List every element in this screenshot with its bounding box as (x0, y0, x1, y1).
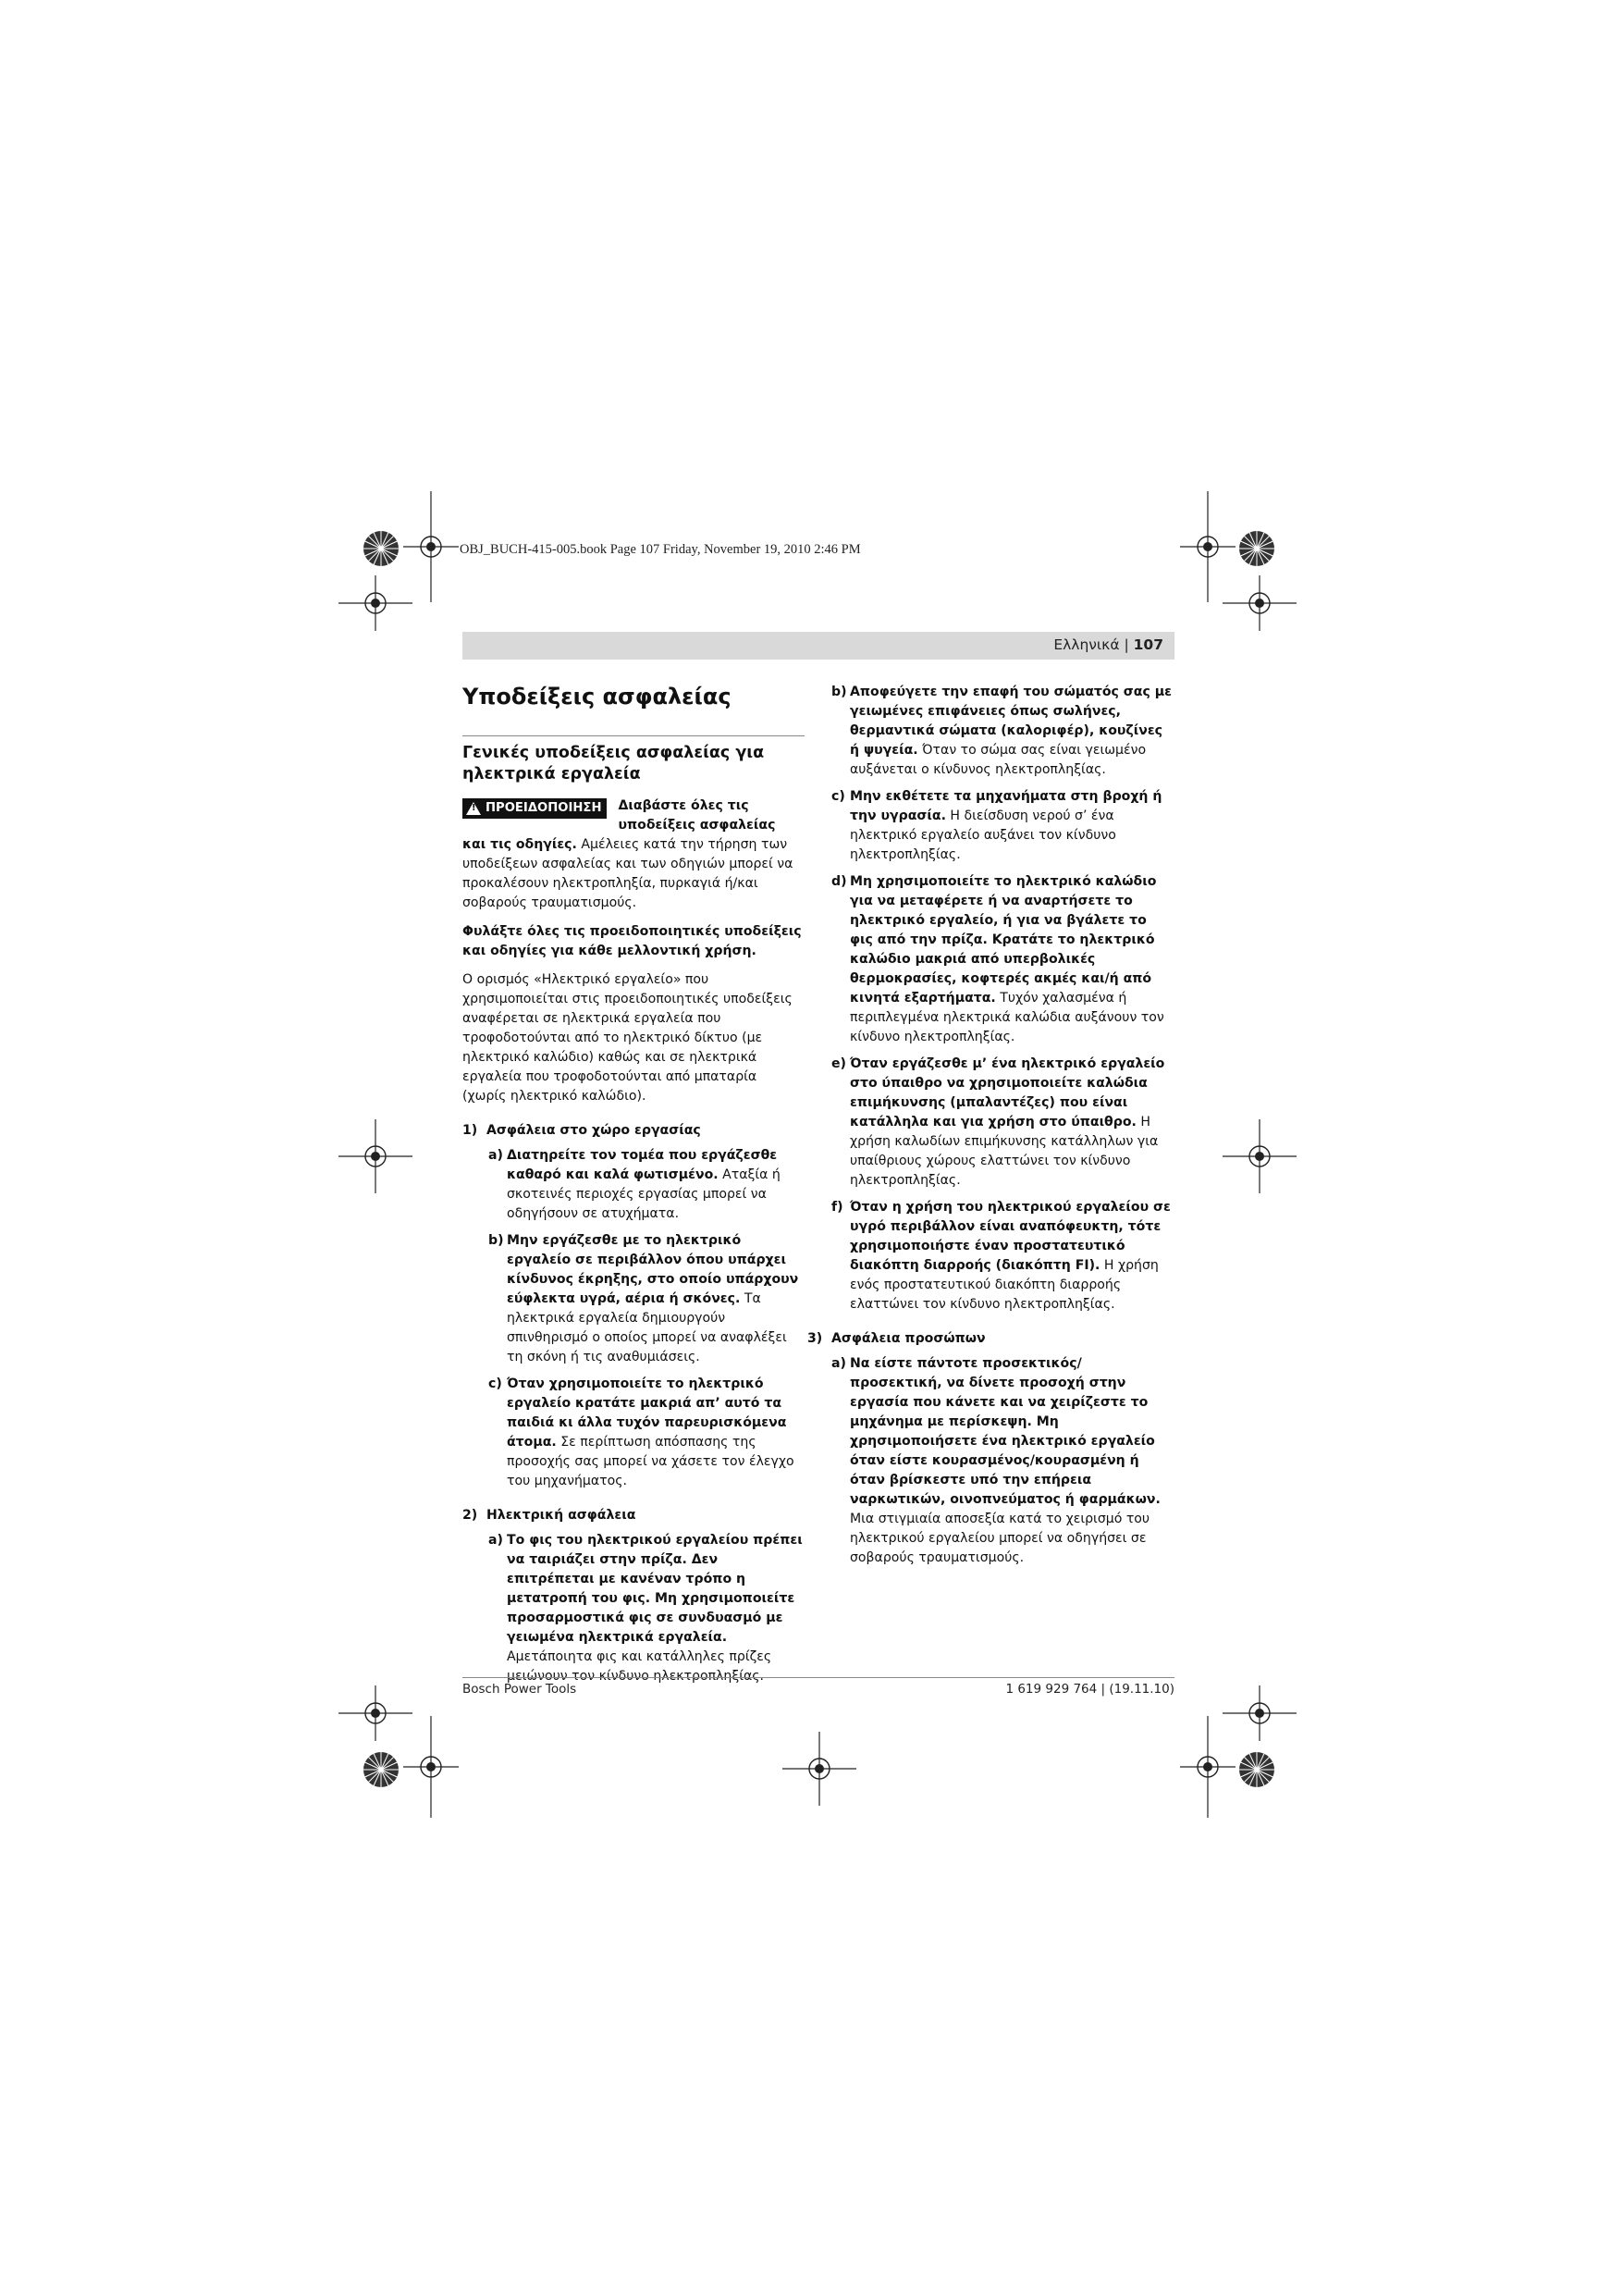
left-column (462, 683, 805, 1694)
crosshair-mark-middle-left (338, 1119, 412, 1193)
item-text (850, 872, 1174, 1047)
item-body: Η χρήση ενός προστατευτικού διακόπτη διαρροής ελαττώνει τον κίνδυνο ηλεκτροπληξίας. (850, 1258, 1159, 1312)
item-bold: Διατηρείτε τον τομέα που εργάζεσθε καθαρό και καλά φωτισμένο. (507, 1148, 778, 1182)
crosshair-mark-top-right-outer (1223, 575, 1297, 631)
keep-note-text: Φυλάξτε όλες τις προειδοποιητικές υποδείξεις και οδηγίες για κάθε μελλοντική χρήση. (462, 924, 802, 958)
list-item (831, 872, 1174, 1047)
item-bold: Όταν εργάζεσθε μ’ ένα ηλεκτρικό εργαλείο στο ύπαιθρο να χρησιμοποιείτε καλώδια επιμήκυνσης (μπαλαντέζες) που είναι κατάλληλα και για χρήση στο ύπαιθρο. (850, 1056, 1165, 1129)
item-bold: Να είστε πάντοτε προσεκτικός/προσεκτική, να δίνετε προσοχή στην εργασία που κάνετε και να χειρίζεστε το μηχάνημα με περίσκεψη. Μη χρησιμοποιήσετε ένα ηλεκτρικό εργαλείο όταν είστε κουρασμένος/κουρασμένη ή όταν βρίσκεστε υπό την επήρεια ναρκωτικών, οινοπνεύματος ή φαρμάκων. (850, 1356, 1161, 1507)
item-bold: Μην εργάζεσθε με το ηλεκτρικό εργαλείο σε περιβάλλον όπου υπάρχει κίνδυνος έκρηξης, στο οποίο υπάρχουν εύφλεκτα υγρά, αέρια ή σκόνες. (507, 1233, 799, 1306)
crosshair-mark-bottom-1 (403, 1716, 459, 1818)
header-text (1053, 636, 1163, 653)
list-item (488, 1375, 805, 1491)
keep-note (462, 922, 805, 961)
warning-bold-lead: Διαβάστε όλες τις υποδείξεις ασφαλείας (618, 798, 776, 833)
page-header (462, 632, 1174, 660)
item-bold: Αποφεύγετε την επαφή του σώματός σας με γειωμένες επιφάνειες όπως σωλήνες, θερμαντικά σώματα (καλοριφέρ), κουζίνες ή ψυγεία. (850, 685, 1172, 758)
subtitle-block (462, 735, 805, 785)
item-letter: b) (488, 1233, 504, 1248)
section-3-title: Ασφάλεια προσώπων (831, 1331, 986, 1346)
item-letter: a) (831, 1356, 846, 1371)
registration-mark-bottom-right-disc (1238, 1751, 1275, 1788)
item-text (850, 683, 1174, 780)
item-letter: f) (831, 1200, 843, 1215)
item-letter: a) (488, 1533, 503, 1548)
item-letter: b) (831, 685, 847, 699)
footer-doc-number: 1 619 929 764 | (19.11.10) (1005, 1682, 1174, 1697)
item-text (507, 1231, 805, 1367)
crosshair-mark-bottom-left-outer (338, 1685, 412, 1741)
item-text (850, 1354, 1174, 1568)
page-number: 107 (1133, 636, 1163, 653)
registration-mark-top-left-disc (363, 530, 400, 567)
section-2-heading (462, 1506, 805, 1525)
item-text (850, 787, 1174, 865)
print-info-line: OBJ_BUCH-415-005.book Page 107 Friday, November 19, 2010 2:46 PM (460, 542, 861, 557)
item-body: Σε περίπτωση απόσπασης της προσοχής σας μπορεί να χάσετε τον έλεγχο του μηχανήματος. (507, 1435, 794, 1488)
item-letter: c) (488, 1376, 502, 1391)
list-item (488, 1231, 805, 1367)
crosshair-mark-bottom-2 (1180, 1716, 1236, 1818)
warning-badge-label: ΠΡΟΕΙΔΟΠΟΙΗΣΗ (486, 801, 602, 815)
item-letter: a) (488, 1148, 503, 1163)
warning-triangle-icon (466, 802, 481, 815)
section-2-title: Ηλεκτρική ασφάλεια (486, 1508, 636, 1523)
right-column (807, 683, 1174, 1575)
item-text (507, 1375, 805, 1491)
section-subtitle: Γενικές υποδείξεις ασφαλείας για ηλεκτρικά εργαλεία (462, 744, 765, 784)
registration-mark-top-right-disc (1238, 530, 1275, 567)
warning-bold-cont: και τις οδηγίες. (462, 837, 577, 852)
item-bold: Όταν χρησιμοποιείτε το ηλεκτρικό εργαλείο κρατάτε μακριά απ’ αυτό τα παιδιά κι άλλα τυχόν παρευρισκόμενα άτομα. (507, 1376, 787, 1450)
item-letter: d) (831, 874, 847, 889)
item-text (850, 1055, 1174, 1191)
item-body: Όταν το σώμα σας είναι γειωμένο αυξάνεται ο κίνδυνος ηλεκτροπληξίας. (850, 743, 1147, 777)
item-body: Τυχόν χαλασμένα ή περιπλεγμένα ηλεκτρικά καλώδια αυξάνουν τον κίνδυνο ηλεκτροπληξίας. (850, 991, 1164, 1044)
item-bold: Μη χρησιμοποιείτε το ηλεκτρικό καλώδιο για να μεταφέρετε ή να αναρτήσετε το ηλεκτρικό εργαλείο, ή για να βγάλετε το φις από την πρίζα. Κρατάτε το ηλεκτρικό καλώδιο μακριά από υπερβολικές θερμοκρασίες, κοφτερές ακμές και/ή από κινητά εξαρτήματα. (850, 874, 1157, 1006)
list-item (831, 1354, 1174, 1568)
list-item (831, 683, 1174, 780)
header-separator: | (1124, 636, 1129, 653)
item-bold: Όταν η χρήση του ηλεκτρικού εργαλείου σε υγρό περιβάλλον είναι αναπόφευκτη, τότε χρησιμοποιήστε έναν προστατευτικό διακόπτη διαρροής (διακόπτη FI). (850, 1200, 1171, 1273)
footer-brand: Bosch Power Tools (462, 1682, 577, 1697)
list-item (831, 1055, 1174, 1191)
warning-block (462, 796, 805, 835)
item-bold: Το φις του ηλεκτρικού εργαλείου πρέπει να ταιριάζει στην πρίζα. Δεν επιτρέπεται με κανέναν τρόπο η μετατροπή του φις. Μη χρησιμοποιείτε προσαρμοστικά φις σε συνδυασμό με γειωμένα ηλεκτρικά εργαλεία. (507, 1533, 803, 1645)
section-2-number: 2) (462, 1508, 478, 1523)
crosshair-mark-middle-right (1223, 1119, 1297, 1193)
warning-text: Αμέλειες κατά την τήρηση των υποδείξεων ασφαλείας και των οδηγιών μπορεί να προκαλέσουν ηλεκτροπληξία, πυρκαγιά ή/και σοβαρούς τραυματισμούς. (462, 837, 793, 910)
item-body: Αταξία ή σκοτεινές περιοχές εργασίας μπορεί να οδηγήσουν σε ατυχήματα. (507, 1167, 781, 1221)
header-language: Ελληνικά (1053, 636, 1120, 653)
list-item (488, 1531, 805, 1686)
definition-paragraph: Ο ορισμός «Ηλεκτρικό εργαλείο» που χρησιμοποιείται στις προειδοποιητικές υποδείξεις αναφέρεται σε ηλεκτρικά εργαλεία που τροφοδοτούνται από το ηλεκτρικό δίκτυο (με ηλεκτρικό καλώδιο) καθώς και σε ηλεκτρικά εργαλεία που τροφοδοτούνται από μπαταρία (χωρίς ηλεκτρικό καλώδιο). (462, 972, 793, 1104)
item-body: Αμετάποιητα φις και κατάλληλες πρίζες μειώνουν τον κίνδυνο ηλεκτροπληξίας. (507, 1649, 772, 1684)
section-3-number: 3) (807, 1331, 823, 1346)
list-item (831, 787, 1174, 865)
item-body: Η διείσδυση νερού σ’ ένα ηλεκτρικό εργαλείο αυξάνει τον κίνδυνο ηλεκτροπληξίας. (850, 809, 1116, 862)
list-item (831, 1198, 1174, 1315)
registration-mark-bottom-left-disc (363, 1751, 400, 1788)
warning-paragraph (462, 835, 805, 913)
item-body: Τα ηλεκτρικά εργαλεία δημιουργούν σπινθηρισμό ο οποίος μπορεί να αναφλέξει τη σκόνη ή τις αναθυμιάσεις. (507, 1291, 787, 1364)
item-text (850, 1198, 1174, 1315)
item-bold: Μην εκθέτετε τα μηχανήματα στη βροχή ή την υγρασία. (850, 789, 1162, 823)
crosshair-mark-bottom-center (782, 1732, 856, 1806)
section-1-heading (462, 1121, 805, 1141)
item-text (507, 1146, 805, 1224)
section-1-number: 1) (462, 1123, 478, 1138)
list-item (488, 1146, 805, 1224)
item-letter: c) (831, 789, 845, 804)
section-3-heading (807, 1329, 1174, 1349)
item-letter: e) (831, 1056, 846, 1071)
page-title: Υποδείξεις ασφαλείας (462, 684, 732, 710)
item-text (507, 1531, 805, 1686)
item-body: Η χρήση καλωδίων επιμήκυνσης κατάλληλων για υπαίθριους χώρους ελαττώνει τον κίνδυνο ηλεκτροπληξίας. (850, 1115, 1159, 1188)
footer-rule (462, 1677, 1174, 1678)
warning-badge (462, 798, 607, 819)
crosshair-mark-top-left-outer (338, 575, 412, 631)
section-1-title: Ασφάλεια στο χώρο εργασίας (486, 1123, 701, 1138)
item-body: Μια στιγμιαία αποσεξία κατά το χειρισμό του ηλεκτρικού εργαλείου μπορεί να οδηγήσει σε σοβαρούς τραυματισμούς. (850, 1512, 1150, 1565)
